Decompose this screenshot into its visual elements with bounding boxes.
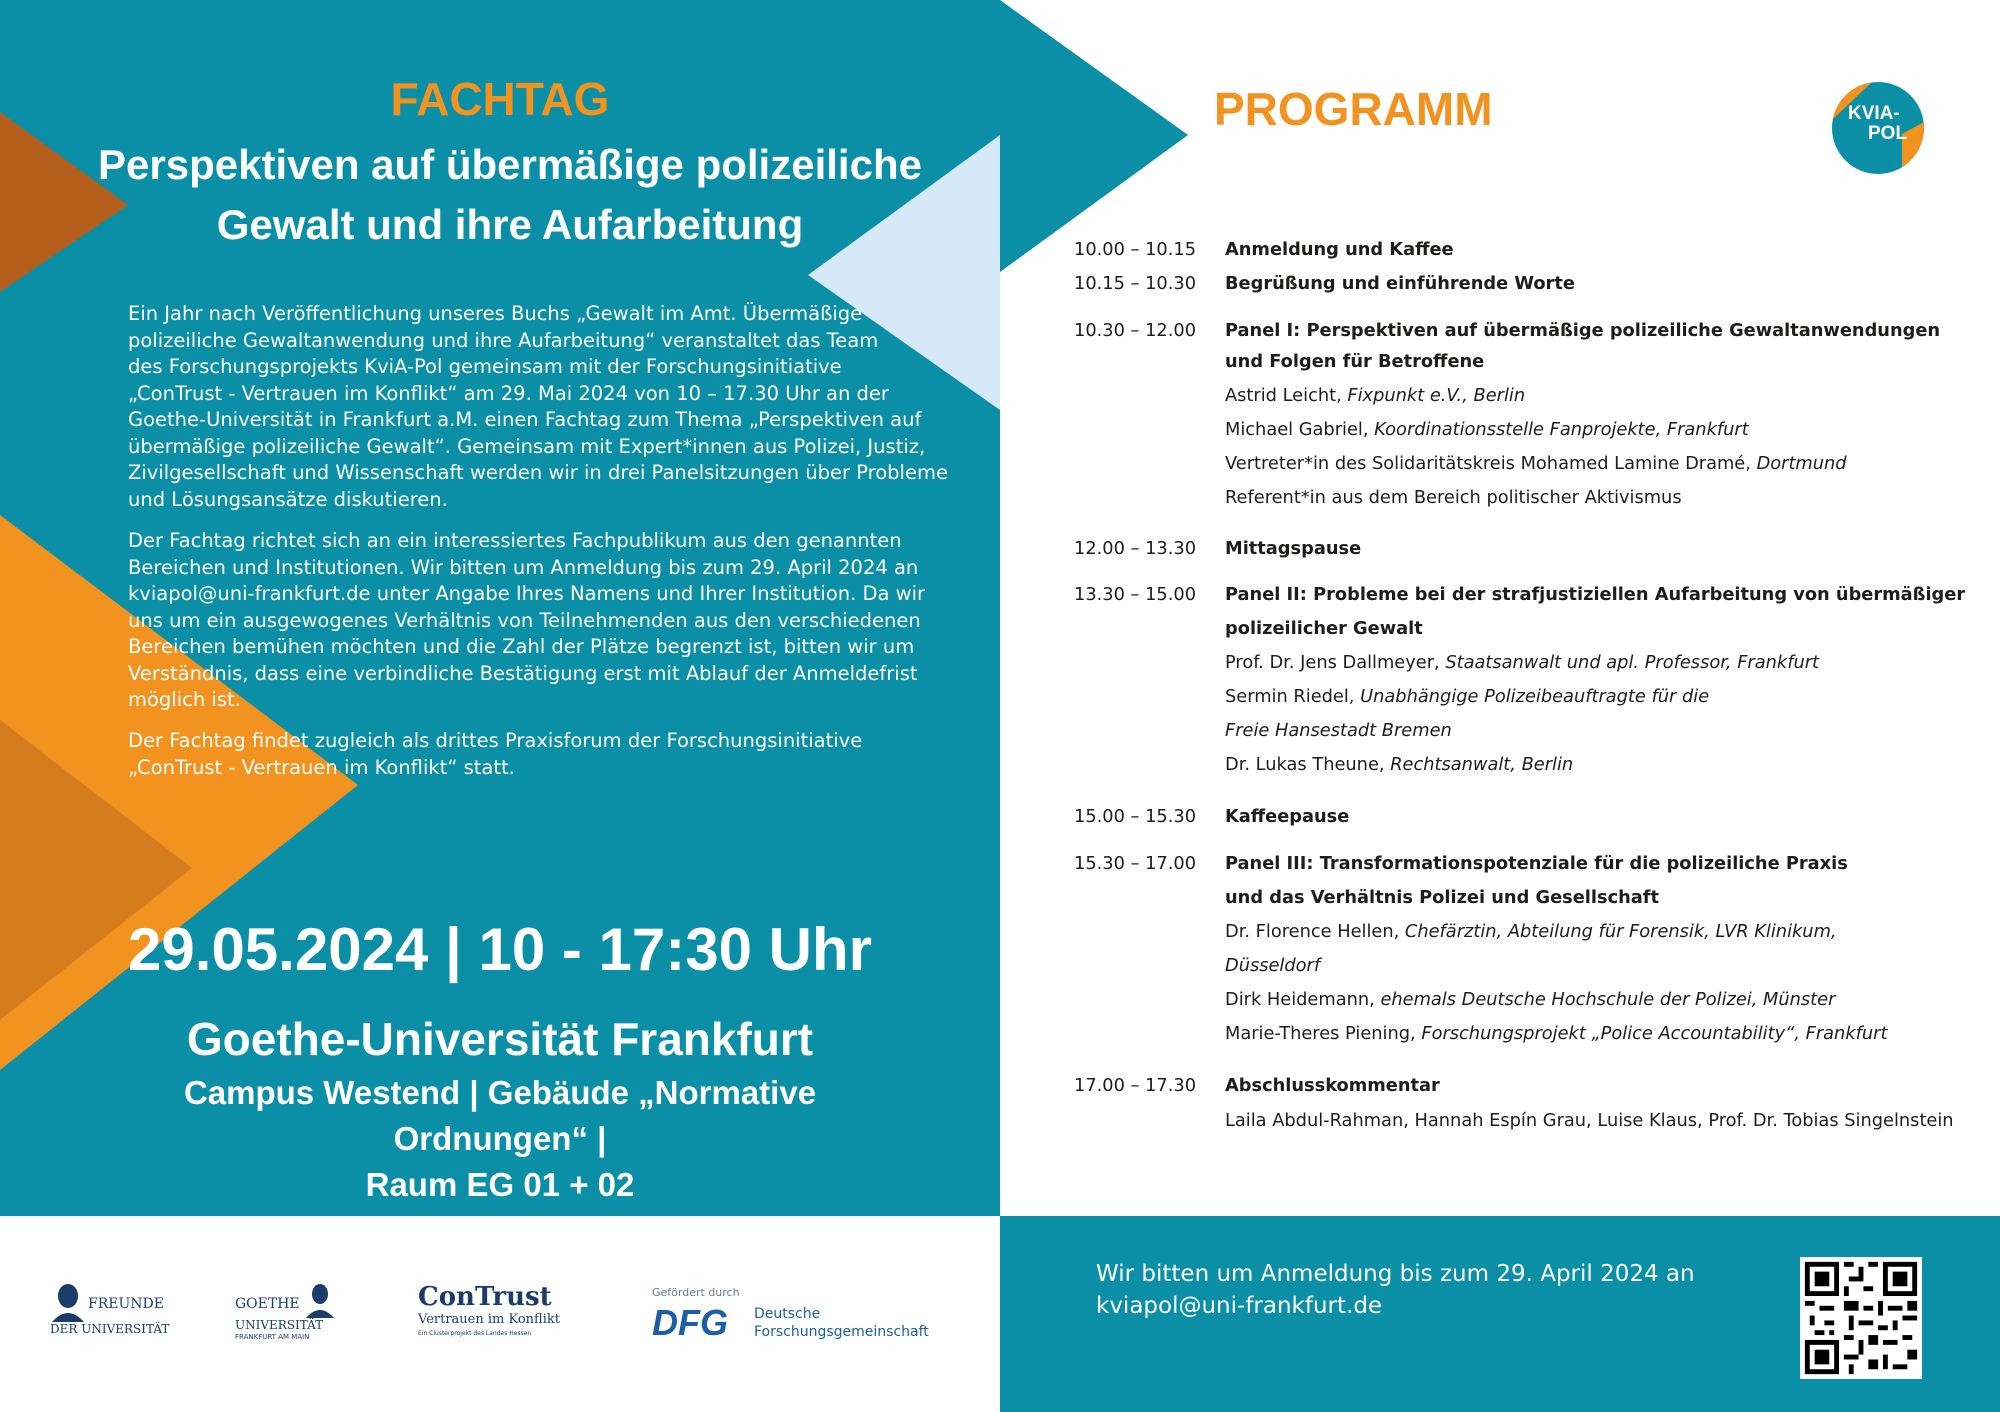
praxisforum-paragraph xyxy=(128,728,960,781)
schedule-title: und Folgen für Betroffene xyxy=(1225,351,1485,372)
schedule-title: Panel I: Perspektiven auf übermäßige polizeiliche Gewaltanwendungen xyxy=(1225,320,1941,341)
speaker: Vertreter*in des Solidaritätskreis Mohamed Lamine Dramé, Dortmund xyxy=(1225,453,1847,474)
speaker: Michael Gabriel, Koordinationsstelle Fanprojekte, Frankfurt xyxy=(1225,419,1749,440)
speaker: Dr. Lukas Theune, Rechtsanwalt, Berlin xyxy=(1225,754,1574,775)
contrust-wordmark: ConTrust xyxy=(418,1282,552,1312)
event-venue: Goethe-Universität Frankfurt xyxy=(186,1013,814,1065)
goethe-portrait-icon xyxy=(305,1282,335,1318)
audience-line: Verständnis, dass eine verbindliche Bestätigung erst mit Ablauf der Anmeldefrist xyxy=(128,661,918,685)
teal-triangle xyxy=(1000,0,1188,272)
intro-line: Zivilgesellschaft und Wissenschaft werden wir in drei Panelsitzungen über Probleme xyxy=(128,461,948,484)
dfg-mark: DFG xyxy=(652,1302,728,1343)
audience-line: möglich ist. xyxy=(128,688,241,711)
schedule-time: 12.00 – 13.30 xyxy=(1074,538,1197,559)
audience-line: uns um ein ausgewogenes Verhältnis von Teilnehmenden aus den verschiedenen xyxy=(128,608,921,632)
event-title xyxy=(80,135,940,255)
schedule-time: 10.00 – 10.15 xyxy=(1074,239,1197,260)
schedule-title: und das Verhältnis Polizei und Gesellschaft xyxy=(1225,887,1660,908)
speaker: Referent*in aus dem Bereich politischer Aktivismus xyxy=(1225,487,1682,508)
goethe-line3: FRANKFURT AM MAIN xyxy=(235,1333,310,1341)
speaker: Prof. Dr. Jens Dallmeyer, Staatsanwalt und apl. Professor, Frankfurt xyxy=(1225,652,1820,673)
event-date-time: 29.05.2024 | 10 - 17:30 Uhr xyxy=(128,916,872,983)
schedule-time: 15.00 – 15.30 xyxy=(1074,806,1197,827)
schedule-title: Kaffeepause xyxy=(1225,806,1350,827)
freunde-line2: DER UNIVERSITÄT xyxy=(50,1322,170,1336)
intro-line: übermäßige polizeiliche Gewalt“. Gemeinsam mit Expert*innen aus Polizei, Justiz, xyxy=(128,434,926,458)
registration-text xyxy=(1096,1258,1695,1322)
goethe-line1: GOETHE xyxy=(235,1296,300,1312)
praxisforum-line: Der Fachtag findet zugleich als drittes Praxisforum der Forschungsinitiative xyxy=(128,729,863,752)
schedule-title: Anmeldung und Kaffee xyxy=(1225,239,1454,260)
speaker: Dr. Florence Hellen, Chefärztin, Abteilung für Forensik, LVR Klinikum, xyxy=(1225,921,1837,942)
registration-line1: Wir bitten um Anmeldung bis zum 29. April 2024 an xyxy=(1096,1261,1695,1287)
schedule-title: Panel II: Probleme bei der strafjustiziellen Aufarbeitung von übermäßiger xyxy=(1225,584,1966,605)
kviapol-logo xyxy=(1832,82,1924,174)
schedule-title: Panel III: Transformationspotenziale für die polizeiliche Praxis xyxy=(1225,853,1848,874)
event-location-line2: Raum EG 01 + 02 xyxy=(365,1166,635,1203)
speaker: Laila Abdul-Rahman, Hannah Espín Grau, Luise Klaus, Prof. Dr. Tobias Singelnstein xyxy=(1225,1110,1954,1131)
qr-code[interactable] xyxy=(1800,1257,1922,1379)
speaker: Dirk Heidemann, ehemals Deutsche Hochschule der Polizei, Münster xyxy=(1225,989,1836,1010)
kviapol-logo-line1: KVIA- xyxy=(1848,103,1900,124)
intro-line: „ConTrust - Vertrauen im Konflikt“ am 29. Mai 2024 von 10 – 17.30 Uhr an der xyxy=(128,381,889,405)
programm-label: PROGRAMM xyxy=(1214,83,1493,135)
teal-arrow-triangle xyxy=(1000,0,1200,280)
registration-email[interactable]: kviapol@uni-frankfurt.de xyxy=(1096,1293,1383,1319)
dfg-funded-by: Gefördert durch xyxy=(652,1286,740,1299)
audience-line: Bereichen und Institutionen. Wir bitten um Anmeldung bis zum 29. April 2024 an xyxy=(128,555,919,579)
praxisforum-line: „ConTrust - Vertrauen im Konflikt“ statt. xyxy=(128,755,515,779)
speaker: Marie-Theres Piening, Forschungsprojekt „Police Accountability“, Frankfurt xyxy=(1225,1023,1888,1044)
freunde-line1: FREUNDE xyxy=(88,1296,164,1312)
schedule-title: Begrüßung und einführende Worte xyxy=(1225,273,1575,294)
goethe-portrait-icon xyxy=(50,1282,86,1322)
schedule-title: polizeilicher Gewalt xyxy=(1225,618,1423,639)
intro-line: des Forschungsprojekts KviA-Pol gemeinsam mit der Forschungsinitiative xyxy=(128,355,842,378)
schedule-title: Mittagspause xyxy=(1225,538,1362,559)
schedule-time: 10.30 – 12.00 xyxy=(1074,320,1197,341)
audience-line: Bereichen bemühen möchten und die Zahl der Plätze begrenzt ist, bitten wir um xyxy=(128,635,915,658)
schedule-time: 13.30 – 15.00 xyxy=(1074,584,1197,605)
goethe-line2: UNIVERSITÄT xyxy=(235,1318,324,1332)
event-title-line1: Perspektiven auf übermäßige polizeiliche xyxy=(98,141,922,188)
intro-line: und Lösungsansätze diskutieren. xyxy=(128,487,448,511)
intro-line: Ein Jahr nach Veröffentlichung unseres Buchs „Gewalt im Amt. Übermäßige xyxy=(128,302,863,325)
dfg-line1: Deutsche xyxy=(754,1306,821,1322)
audience-paragraph xyxy=(128,528,960,714)
audience-line: kviapol@uni-frankfurt.de unter Angabe Ihres Namens und Ihrer Institution. Da wir xyxy=(128,582,926,605)
intro-paragraph xyxy=(128,301,960,513)
event-location-line1: Campus Westend | Gebäude „Normative Ordnungen“ | xyxy=(183,1074,817,1157)
contrust-subline: Ein Clusterprojekt des Landes Hessen xyxy=(418,1330,532,1337)
speaker: Düsseldorf xyxy=(1225,955,1321,976)
intro-line: Goethe-Universität in Frankfurt a.M. einen Fachtag zum Thema „Perspektiven auf xyxy=(128,408,922,431)
audience-line: Der Fachtag richtet sich an ein interessiertes Fachpublikum aus den genannten xyxy=(128,529,902,552)
qr-code-pattern xyxy=(1800,1257,1922,1379)
speaker: Astrid Leicht, Fixpunkt e.V., Berlin xyxy=(1225,385,1526,406)
event-location xyxy=(100,1070,900,1208)
contrust-tagline: Vertrauen im Konflikt xyxy=(418,1312,560,1327)
schedule-time: 15.30 – 17.00 xyxy=(1074,853,1197,874)
schedule-time: 10.15 – 10.30 xyxy=(1074,273,1197,294)
left-panel xyxy=(0,0,1000,1216)
schedule-title: Abschlusskommentar xyxy=(1225,1075,1440,1096)
speaker: Sermin Riedel, Unabhängige Polizeibeauftragte für die xyxy=(1225,686,1710,707)
kviapol-logo-line2: POL xyxy=(1868,123,1908,144)
intro-line: polizeiliche Gewaltanwendung und ihre Aufarbeitung“ veranstaltet das Team xyxy=(128,328,879,352)
sponsor-logos-area xyxy=(0,1216,1000,1412)
schedule-time: 17.00 – 17.30 xyxy=(1074,1075,1197,1096)
dfg-line2: Forschungsgemeinschaft xyxy=(754,1324,929,1340)
speaker: Freie Hansestadt Bremen xyxy=(1225,720,1452,741)
event-title-line2: Gewalt und ihre Aufarbeitung xyxy=(216,201,804,248)
fachtag-label: FACHTAG xyxy=(390,73,610,125)
